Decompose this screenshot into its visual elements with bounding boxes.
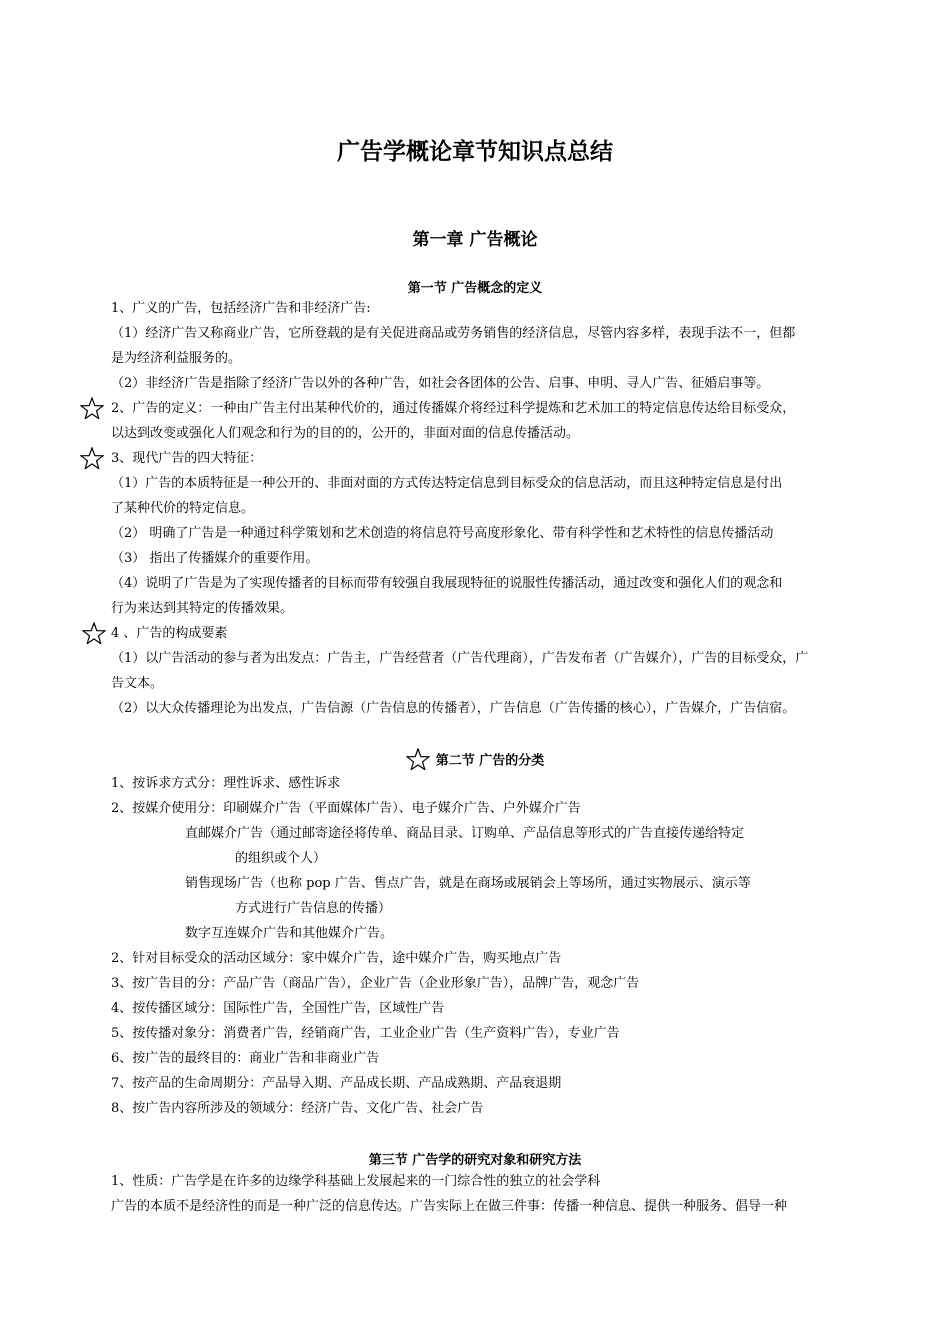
paragraph-line: 3、按广告目的分：产品广告（商品广告），企业广告（企业形象广告），品牌广告，观念广告 [111, 976, 640, 991]
star-icon [406, 748, 430, 774]
paragraph-line: 7、按产品的生命周期分：产品导入期、产品成长期、产品成熟期、产品衰退期 [111, 1076, 562, 1091]
paragraph-line: （2） 明确了广告是一种通过科学策划和艺术创造的将信息符号高度形象化、带有科学性和艺术特性的信息传播活动 [111, 526, 774, 541]
section-2-title: 第二节 广告的分类 [435, 753, 545, 769]
paragraph-line: 是为经济利益服务的。 [111, 351, 242, 366]
paragraph-line: 行为来达到其特定的传播效果。 [111, 601, 294, 616]
paragraph-line: 直邮媒介广告（通过邮寄途径将传单、商品目录、订购单、产品信息等形式的广告直接传递给特定 [185, 826, 745, 841]
paragraph-line: 1、广义的广告，包括经济广告和非经济广告: [111, 301, 371, 316]
paragraph-line: 的组织或个人） [235, 851, 327, 866]
star-icon [82, 622, 106, 644]
star-icon [80, 397, 104, 419]
paragraph-line: 销售现场广告（也称 pop 广告、售点广告，就是在商场或展销会上等场所，通过实物展示、演示等 [185, 876, 751, 891]
paragraph-line: （1）广告的本质特征是一种公开的、非面对面的方式传达特定信息到目标受众的信息活动，而且这种特定信息是付出 [111, 476, 783, 491]
paragraph-line: 方式进行广告信息的传播） [235, 901, 392, 916]
paragraph-line: 以达到改变或强化人们观念和行为的目的的，公开的，非面对面的信息传播活动。 [111, 426, 580, 441]
paragraph-line: 2、广告的定义：一种由广告主付出某种代价的，通过传播媒介将经过科学提炼和艺术加工的特定信息传达给目标受众， [111, 401, 796, 416]
paragraph-line: （2）以大众传播理论为出发点，广告信源（广告信息的传播者），广告信息（广告传播的核心），广告媒介，广告信宿。 [111, 701, 796, 716]
chapter-heading: 第一章 广告概论 [412, 230, 538, 250]
paragraph-line: 1、性质：广告学是在许多的边缘学科基础上发展起来的一门综合性的独立的社会学科 [111, 1174, 601, 1189]
document-title: 广告学概论章节知识点总结 [337, 139, 613, 165]
paragraph-line: 告文本。 [111, 676, 164, 691]
paragraph-line: （2）非经济广告是指除了经济广告以外的各种广告，如社会各团体的公告、启事、申明、寻人广告、征婚启事等。 [111, 376, 770, 391]
paragraph-line: 数字互连媒介广告和其他媒介广告。 [185, 926, 394, 941]
paragraph-line: （3） 指出了传播媒介的重要作用。 [111, 551, 319, 566]
paragraph-line: 8、按广告内容所涉及的领域分：经济广告、文化广告、社会广告 [111, 1101, 484, 1116]
paragraph-line: （4）说明了广告是为了实现传播者的目标而带有较强自我展现特征的说服性传播活动，通过改变和强化人们的观念和 [111, 576, 783, 591]
paragraph-line: 4 、广告的构成要素 [111, 626, 228, 641]
section-3-heading: 第三节 广告学的研究对象和研究方法 [368, 1153, 582, 1168]
star-icon [80, 447, 104, 469]
paragraph-line: 4、按传播区域分：国际性广告，全国性广告，区域性广告 [111, 1001, 445, 1016]
paragraph-line: 6、按广告的最终目的：商业广告和非商业广告 [111, 1051, 380, 1066]
paragraph-line: （1）经济广告又称商业广告，它所登载的是有关促进商品或劳务销售的经济信息，尽管内容多样，表现手法不一，但都 [111, 326, 796, 341]
paragraph-line: 广告的本质不是经济性的而是一种广泛的信息传达。广告实际上在做三件事：传播一种信息、提供一种服务、倡导一种 [111, 1199, 788, 1214]
section-1-heading: 第一节 广告概念的定义 [407, 281, 543, 296]
paragraph-line: 2、针对目标受众的活动区域分：家中媒介广告，途中媒介广告，购买地点广告 [111, 951, 562, 966]
section-2-heading [0, 748, 950, 774]
paragraph-line: 3、现代广告的四大特征： [111, 451, 263, 466]
paragraph-line: 5、按传播对象分：消费者广告，经销商广告，工业企业广告（生产资料广告），专业广告 [111, 1026, 620, 1041]
paragraph-line: 1、按诉求方式分：理性诉求、感性诉求 [111, 776, 341, 791]
paragraph-line: （1）以广告活动的参与者为出发点：广告主，广告经营者（广告代理商），广告发布者（广告媒介），广告的目标受众，广 [111, 651, 809, 666]
paragraph-line: 2、按媒介使用分：印刷媒介广告（平面媒体广告）、电子媒介广告、户外媒介广告 [111, 801, 581, 816]
paragraph-line: 了某种代价的特定信息。 [111, 501, 255, 516]
